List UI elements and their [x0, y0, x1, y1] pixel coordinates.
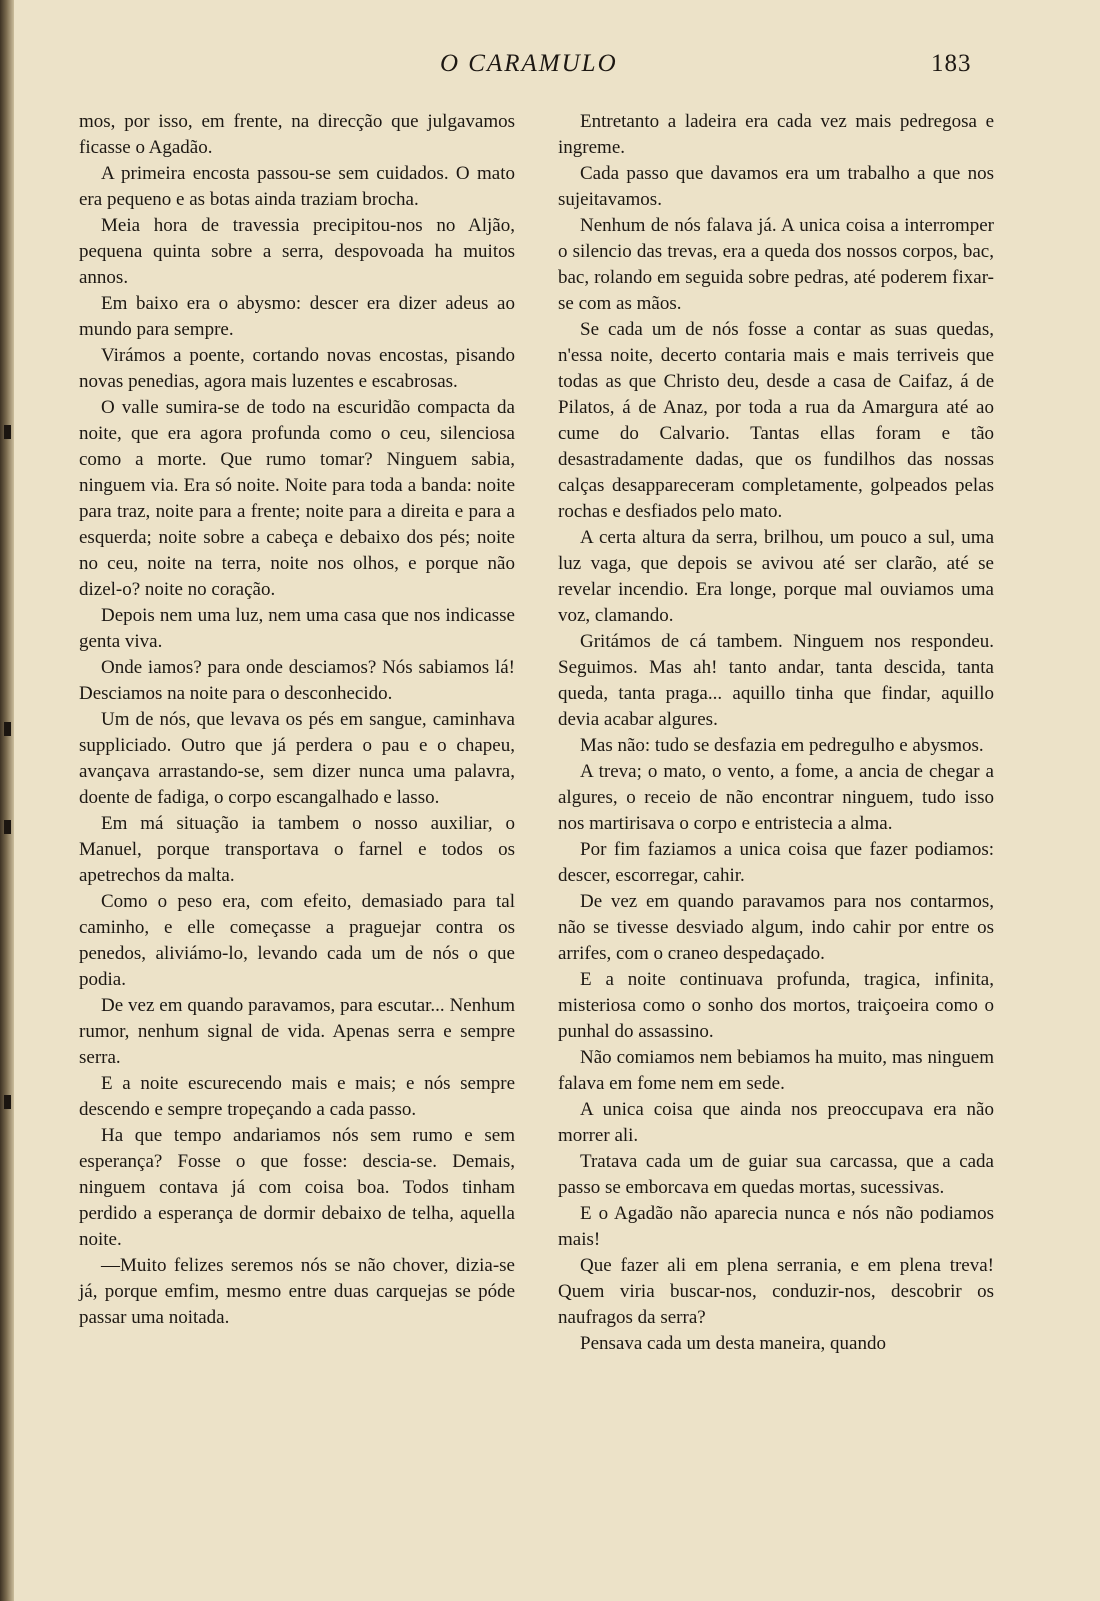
- paragraph: De vez em quando paravamos, para escutar... Nenhum rumor, nenhum signal de vida. Apenas serra e sempre serra.: [79, 995, 515, 1068]
- paragraph: Tratava cada um de guiar sua carcassa, que a cada passo se emborcava em quedas mortas, sucessivas.: [558, 1151, 994, 1198]
- paragraph: —Muito felizes seremos nós se não chover, dizia-se já, porque emfim, mesmo entre duas carquejas se póde passar uma noitada.: [79, 1255, 515, 1328]
- paragraph: De vez em quando paravamos para nos contarmos, não se tivesse desviado algum, indo cahir por entre os arrifes, com o craneo despedaçado.: [558, 891, 994, 964]
- paragraph: E a noite continuava profunda, tragica, infinita, misteriosa como o sonho dos mortos, traiçoeira como o punhal do assassino.: [558, 969, 994, 1042]
- paragraph: E a noite escurecendo mais e mais; e nós sempre descendo e sempre tropeçando a cada passo.: [79, 1073, 515, 1120]
- text-column-right: [558, 109, 994, 1357]
- paragraph: Pensava cada um desta maneira, quando: [580, 1333, 886, 1354]
- paragraph: Em baixo era o abysmo: descer era dizer adeus ao mundo para sempre.: [79, 293, 515, 340]
- paragraph: mos, por isso, em frente, na direcção que julgavamos ficasse o Agadão.: [79, 111, 515, 158]
- paragraph: Onde iamos? para onde desciamos? Nós sabiamos lá! Desciamos na noite para o desconhecido.: [79, 657, 515, 704]
- paragraph: Meia hora de travessia precipitou-nos no Aljão, pequena quinta sobre a serra, despovoada ha muitos annos.: [79, 215, 515, 288]
- paragraph: Virámos a poente, cortando novas encostas, pisando novas penedias, agora mais luzentes e escabrosas.: [79, 345, 515, 392]
- paragraph: A treva; o mato, o vento, a fome, a ancia de chegar a algures, o receio de não encontrar ninguem, tudo isso nos martirisava o corpo e entristecia a alma.: [558, 761, 994, 834]
- paragraph: Cada passo que davamos era um trabalho a que nos sujeitavamos.: [558, 163, 994, 210]
- page-number: 183: [931, 50, 972, 77]
- paragraph: A certa altura da serra, brilhou, um pouco a sul, uma luz vaga, que depois se avivou até ser clarão, até se revelar incendio. Era longe, porque mal ouviamos uma voz, clamando.: [558, 527, 994, 626]
- paragraph: Entretanto a ladeira era cada vez mais pedregosa e ingreme.: [558, 111, 994, 158]
- running-header: [0, 50, 1100, 86]
- paragraph: O valle sumira-se de todo na escuridão compacta da noite, que era agora profunda como o ceu, silenciosa como a morte. Que rumo tomar? Ninguem sabia, ninguem via. Era só noite. Noite para toda a banda: noite para traz, noite para a frente; noite para a direita e para a esquerda; noite sobre a cabeça e debaixo dos pés; noite no ceu, noite na terra, noite nos olhos, e porque não dizel-o? noite no coração.: [79, 397, 515, 600]
- paragraph: Se cada um de nós fosse a contar as suas quedas, n'essa noite, decerto contaria mais e mais terriveis que todas as que Christo deu, desde a casa de Caifaz, á de Pilatos, á de Anaz, por toda a rua da Amargura até ao cume do Calvario. Tantas ellas foram e tão desastradamente dadas, que os fundilhos das nossas calças desappareceram completamente, golpeados pelas rochas e desfiados pelo mato.: [558, 319, 994, 522]
- paragraph: Nenhum de nós falava já. A unica coisa a interromper o silencio das trevas, era a queda dos nossos corpos, bac, bac, rolando em seguida sobre pedras, até poderem fixar-se com as mãos.: [558, 215, 994, 314]
- paragraph: Ha que tempo andariamos nós sem rumo e sem esperança? Fosse o que fosse: descia-se. Demais, ninguem contava já com coisa boa. Todos tinham perdido a esperança de dormir debaixo de telha, aquella noite.: [79, 1125, 515, 1250]
- text-column-left: [79, 109, 515, 1331]
- binding-mark: [4, 1095, 11, 1109]
- paragraph: Mas não: tudo se desfazia em pedregulho e abysmos.: [580, 735, 984, 756]
- binding-mark: [4, 820, 11, 834]
- paragraph: Depois nem uma luz, nem uma casa que nos indicasse genta viva.: [79, 605, 515, 652]
- paragraph: A primeira encosta passou-se sem cuidados. O mato era pequeno e as botas ainda traziam brocha.: [79, 163, 515, 210]
- paragraph: Que fazer ali em plena serrania, e em plena treva! Quem viria buscar-nos, conduzir-nos, descobrir os naufragos da serra?: [558, 1255, 994, 1328]
- paragraph: Um de nós, que levava os pés em sangue, caminhava suppliciado. Outro que já perdera o pau e o chapeu, avançava arrastando-se, sem dizer nunca uma palavra, doente de fadiga, o corpo escangalhado e lasso.: [79, 709, 515, 808]
- paragraph: A unica coisa que ainda nos preoccupava era não morrer ali.: [558, 1099, 994, 1146]
- paragraph: E o Agadão não aparecia nunca e nós não podiamos mais!: [558, 1203, 994, 1250]
- binding-mark: [4, 425, 11, 439]
- paragraph: Como o peso era, com efeito, demasiado para tal caminho, e elle começasse a praguejar contra os penedos, aliviámo-lo, levando cada um de nós o que podia.: [79, 891, 515, 990]
- running-title: O CARAMULO: [440, 50, 618, 77]
- paragraph: Gritámos de cá tambem. Ninguem nos respondeu. Seguimos. Mas ah! tanto andar, tanta descida, tanta queda, tanta praga... aquillo tinha que findar, aquillo devia acabar algures.: [558, 631, 994, 730]
- paragraph: Não comiamos nem bebiamos ha muito, mas ninguem falava em fome nem em sede.: [558, 1047, 994, 1094]
- binding-mark: [4, 722, 11, 736]
- book-spine-shadow: [0, 0, 14, 1601]
- paragraph: Por fim faziamos a unica coisa que fazer podiamos: descer, escorregar, cahir.: [558, 839, 994, 886]
- paragraph: Em má situação ia tambem o nosso auxiliar, o Manuel, porque transportava o farnel e todos os apetrechos da malta.: [79, 813, 515, 886]
